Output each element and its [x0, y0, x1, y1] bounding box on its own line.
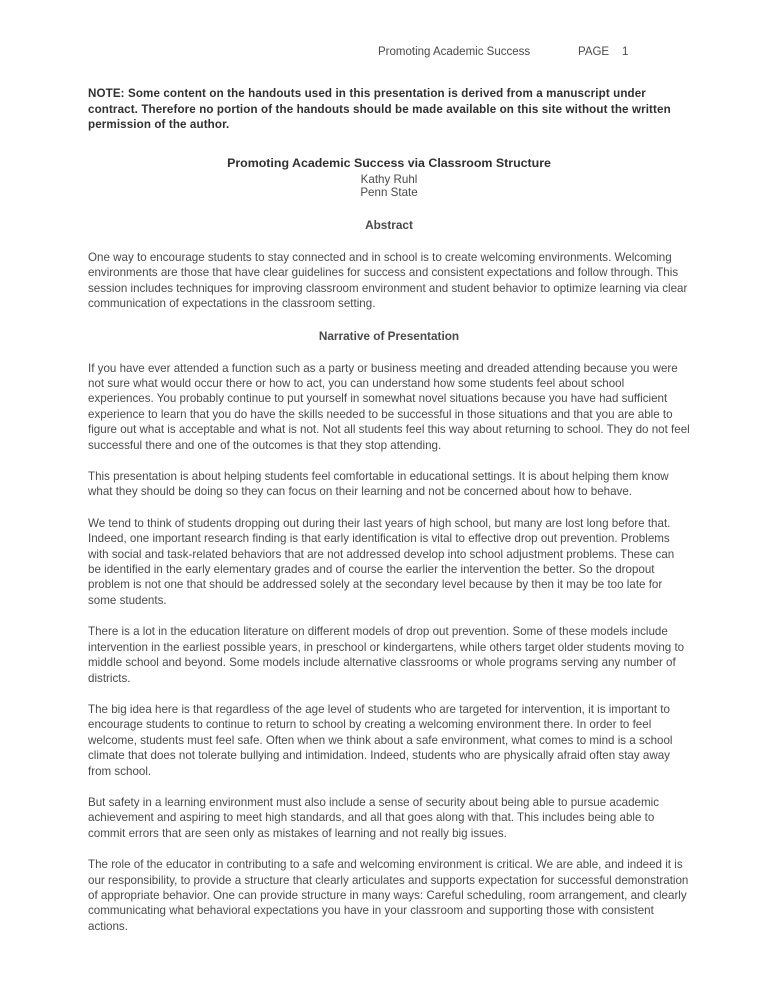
copyright-note: NOTE: Some content on the handouts used in this presentation is derived from a manuscript under contract. Therefore no portion of the handouts should be made available on this site without the written permission of the author.: [88, 87, 671, 132]
narrative-paragraph: If you have ever attended a function such as a party or business meeting and dreaded attending because you were not sure what would occur there or how to act, you can understand how some students feel about school experiences. You probably continue to put yourself in somewhat novel situations because you have had sufficient experience to learn that you do have the skills needed to be successful in those situations and that you are able to figure out what is acceptable and what is not. Not all students feel this way about returning to school. They do not feel successful there and one of the outcomes is that they stop attending.: [88, 361, 690, 452]
narrative-heading: Narrative of Presentation: [318, 328, 460, 343]
running-header-title: Promoting Academic Success: [378, 46, 531, 58]
document-content: [88, 86, 690, 934]
running-header-page-number: 1: [622, 46, 629, 58]
running-header-page-label: PAGE: [578, 46, 610, 58]
abstract-text: One way to encourage students to stay connected and in school is to create welcoming environments. Welcoming environments are those that have clear guidelines for success and consistent expectations and follow through. This session includes techniques for improving classroom environment and student behavior to optimize learning via clear communication of expectations in the classroom setting.: [88, 250, 688, 311]
author-affiliation: Penn State: [360, 186, 418, 200]
author-name: Kathy Ruhl: [360, 172, 418, 186]
narrative-paragraph: The role of the educator in contributing to a safe and welcoming environment is critical. We are able, and indeed it is our responsibility, to provide a structure that clearly articulates and supports expectation for successful demonstration of appropriate behavior. One can provide structure in many ways: Careful scheduling, room arrangement, and clearly communicating what behavioral expectations you have in your classroom and supporting those with consistent actions.: [88, 858, 689, 933]
narrative-paragraph: But safety in a learning environment must also include a sense of security about being able to pursue academic achievement and aspiring to meet high standards, and all that goes along with that. This includes being able to commit errors that are seen only as mistakes of learning and not really big issues.: [88, 795, 660, 840]
narrative-paragraph: There is a lot in the education literature on different models of drop out prevention. Some of these models include intervention in the earliest possible years, in preschool or kindergartens, while others target older students moving to middle school and beyond. Some models include alternative classrooms or whole programs serving any number of districts.: [88, 625, 685, 685]
narrative-paragraph: This presentation is about helping students feel comfortable in educational settings. It is about helping them know what they should be doing so they can focus on their learning and not be concerned about how to behave.: [88, 470, 669, 499]
abstract-heading: Abstract: [365, 217, 413, 232]
running-header: [88, 44, 690, 60]
narrative-paragraph: The big idea here is that regardless of the age level of students who are targeted for intervention, it is important to encourage students to continue to return to school by creating a welcoming environment there. In order to feel welcome, students must feel safe. Often when we think about a safe environment, what comes to mind is a school climate that does not tolerate bullying and intimidation. Indeed, students who are physically afraid often stay away from school.: [88, 702, 673, 778]
narrative-paragraph: We tend to think of students dropping out during their last years of high school, but many are lost long before that. Indeed, one important research finding is that early identification is vital to effective drop out prevention. Problems with social and task-related behaviors that are not addressed develop into school adjustment problems. These can be identified in the early elementary grades and of course the earlier the intervention the better. So the dropout problem is not one that should be addressed solely at the secondary level because by then it may be too late for some students.: [88, 516, 675, 607]
page-title: Promoting Academic Success via Classroom Structure: [227, 155, 551, 170]
